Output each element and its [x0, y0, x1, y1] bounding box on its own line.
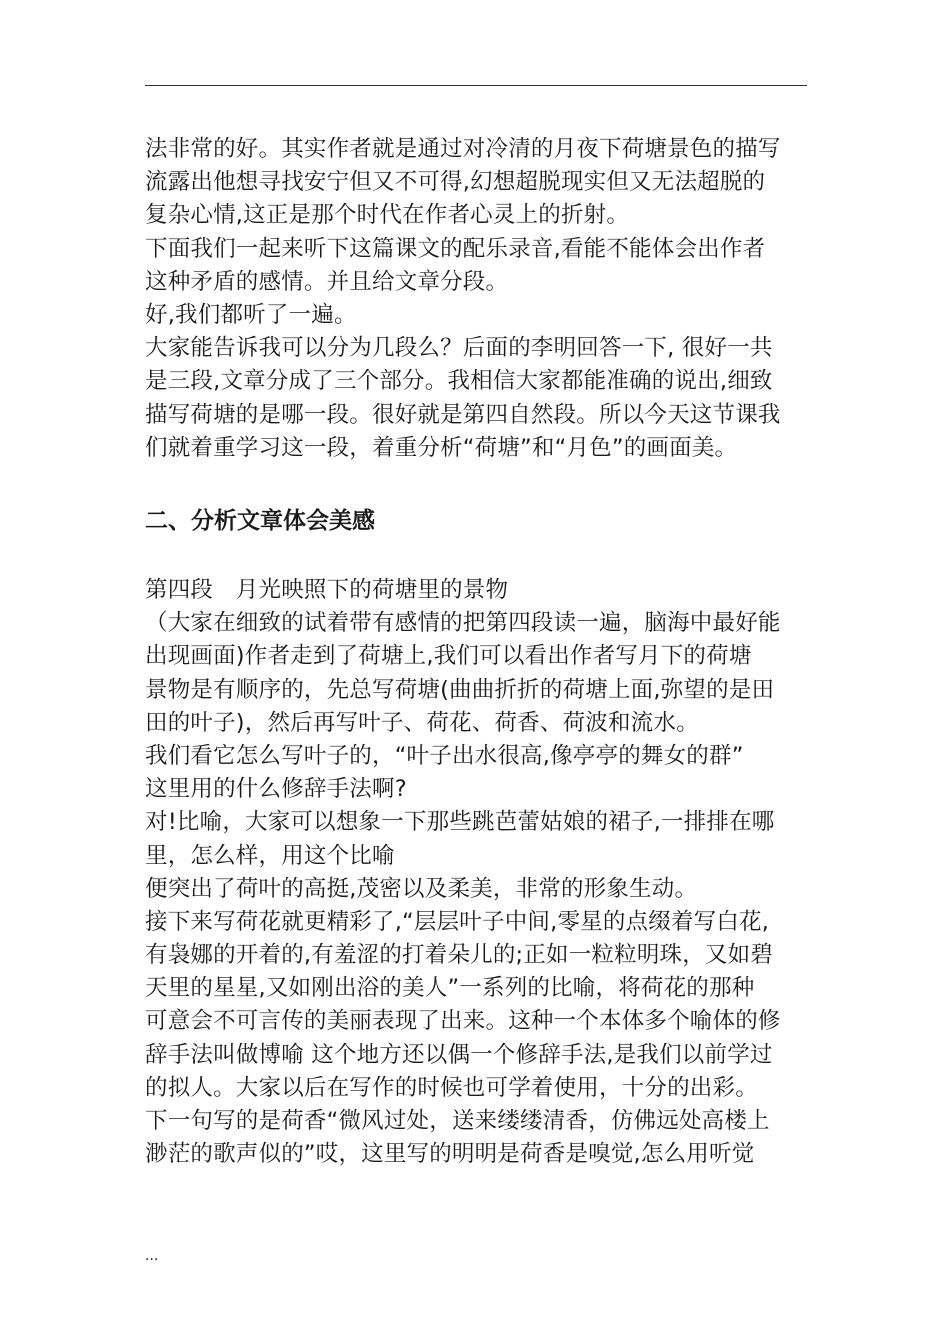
- text-line: 便突出了荷叶的高挺,茂密以及柔美，非常的形象生动。: [145, 875, 698, 902]
- text-line: 我们看它怎么写叶子的，“叶子出水很高,像亭亭的舞女的群”: [145, 742, 744, 769]
- text-line: 是三段,文章分成了三个部分。我相信大家都能准确的说出,细致: [145, 368, 773, 395]
- text-line: 流露出他想寻找安宁但又不可得,幻想超脱现实但又无法超脱的: [145, 169, 766, 196]
- text-line: 的拟人。大家以后在写作的时候也可学着使用，十分的出彩。: [145, 1074, 758, 1101]
- text-line: 有袅娜的开着的,有羞涩的打着朵儿的;正如一粒粒明珠，又如碧: [145, 942, 774, 969]
- paragraph-2: [145, 574, 815, 1171]
- text-line: 田的叶子)，然后再写叶子、荷花、荷香、荷波和流水。: [145, 709, 699, 736]
- footer-ellipsis: ...: [145, 1248, 159, 1264]
- text-line: 辞手法叫做博喻 这个地方还以偶一个修辞手法,是我们以前学过: [145, 1041, 773, 1068]
- text-line: 天里的星星,又如刚出浴的美人”一系列的比喻，将荷花的那种: [145, 975, 755, 1002]
- section-heading: 二、分析文章体会美感: [145, 508, 375, 534]
- text-line: 对!比喻，大家可以想象一下那些跳芭蕾姑娘的裙子,一排排在哪: [145, 809, 775, 836]
- text-line: 们就着重学习这一段，着重分析“荷塘”和“月色”的画面美。: [145, 434, 738, 461]
- text-line: 可意会不可言传的美丽表现了出来。这种一个本体多个喻体的修: [145, 1008, 781, 1035]
- text-line: 法非常的好。其实作者就是通过对冷清的月夜下荷塘景色的描写: [145, 136, 781, 162]
- text-line: 描写荷塘的是哪一段。很好就是第四自然段。所以今天这节课我: [145, 401, 781, 428]
- text-line: 复杂心情,这正是那个时代在作者心灵上的折射。: [145, 202, 630, 229]
- text-line: （大家在细致的试着带有感情的把第四段读一遍，脑海中最好能: [145, 610, 781, 637]
- text-line: 景物是有顺序的，先总写荷塘(曲曲折折的荷塘上面,弥望的是田: [145, 676, 775, 703]
- text-line: 这种矛盾的感情。并且给文章分段。: [145, 268, 509, 295]
- text-line: 好,我们都听了一遍。: [145, 301, 357, 328]
- text-line: 这里用的什么修辞手法啊?: [145, 776, 407, 803]
- text-line: 渺茫的歌声似的”哎，这里写的明明是荷香是嗅觉,怎么用听觉: [145, 1141, 755, 1168]
- text-line: 第四段 月光映照下的荷塘里的景物: [145, 577, 509, 603]
- text-line: 大家能告诉我可以分为几段么？后面的李明回答一下, 很好一共: [145, 335, 773, 362]
- text-line: 出现画面)作者走到了荷塘上,我们可以看出作者写月下的荷塘: [145, 643, 752, 670]
- paragraph-1: [145, 133, 815, 465]
- text-line: 接下来写荷花就更精彩了,“层层叶子中间,零星的点缀着写白花,: [145, 908, 770, 935]
- header-rule: [145, 85, 807, 86]
- text-line: 下面我们一起来听下这篇课文的配乐录音,看能不能体会出作者: [145, 235, 766, 262]
- text-line: 里，怎么样，用这个比喻: [145, 842, 395, 869]
- text-line: 下一句写的是荷香“微风过处，送来缕缕清香，仿佛远处高楼上: [145, 1108, 770, 1134]
